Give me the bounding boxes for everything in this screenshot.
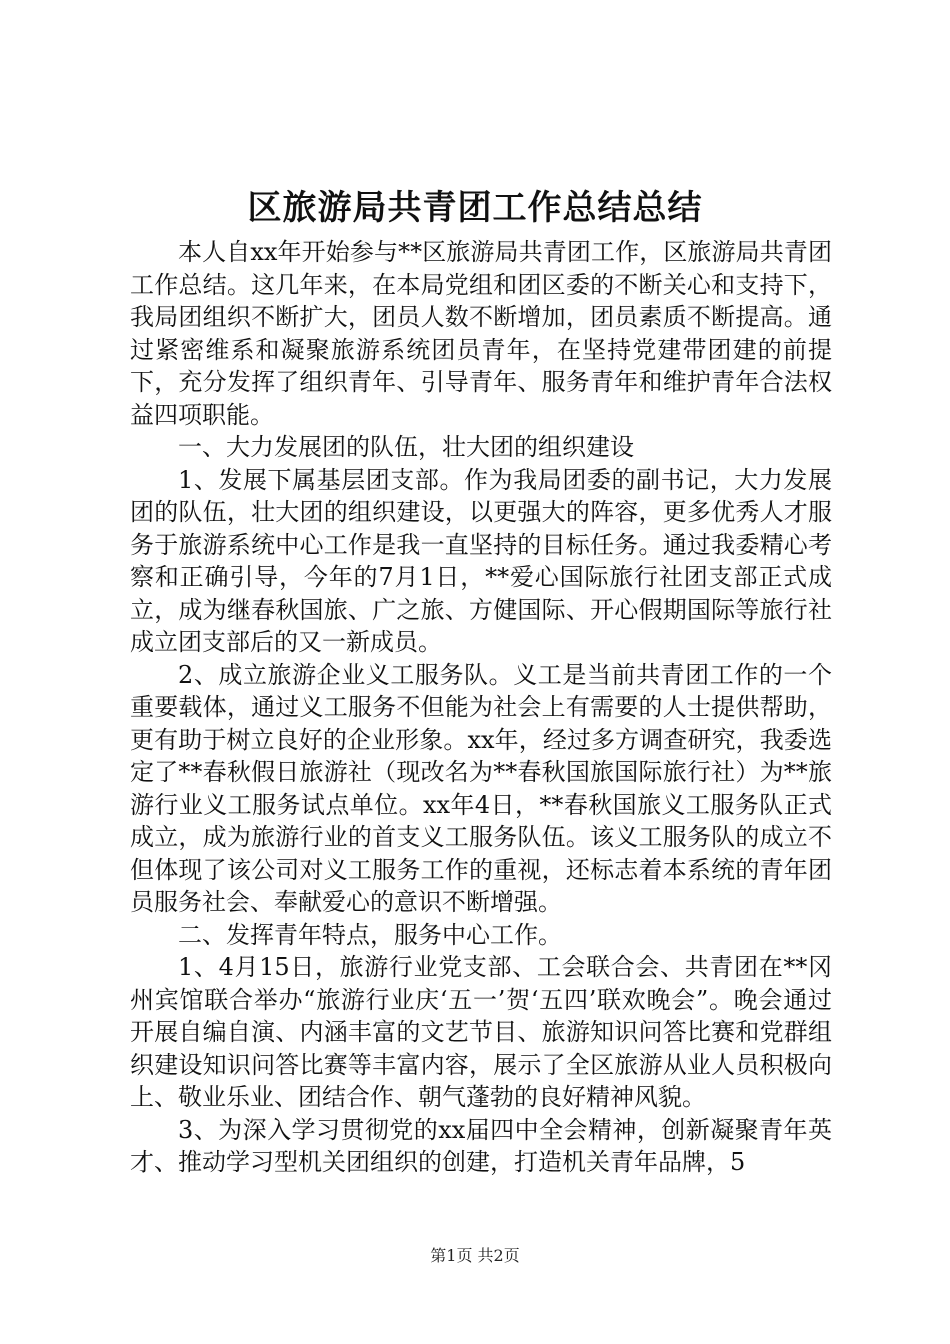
paragraph-1-1: 1、发展下属基层团支部。作为我局团委的副书记，大力发展团的队伍，壮大团的组织建设，以更强大的阵容，更多优秀人才服务于旅游系统中心工作是我一直坚持的目标任务。通过我委精心考察和正确引导，今年的7月1日，**爱心国际旅行社团支部正式成立，成为继春秋国旅、广之旅、方健国际、开心假期国际等旅行社成立团支部后的又一新成员。 [130,465,832,656]
paragraph-intro: 本人自xx年开始参与**区旅游局共青团工作，区旅游局共青团工作总结。这几年来，在本局党组和团区委的不断关心和支持下，我局团组织不断扩大，团员人数不断增加，团员素质不断提高。通过紧密维系和凝聚旅游系统团员青年，在坚持党建带团建的前提下，充分发挥了组织青年、引导青年、服务青年和维护青年合法权益四项职能。 [130,238,832,429]
document-body [130,236,832,1179]
paragraph-1-2: 2、成立旅游企业义工服务队。义工是当前共青团工作的一个重要载体，通过义工服务不但能为社会上有需要的人士提供帮助，更有助于树立良好的企业形象。xx年，经过多方调查研究，我委选定了**春秋假日旅游社（现改名为**春秋国旅国际旅行社）为**旅游行业义工服务试点单位。xx年4日，**春秋国旅义工服务队正式成立，成为旅游行业的首支义工服务队伍。该义工服务队的成立不但体现了该公司对义工服务工作的重视，还标志着本系统的青年团员服务社会、奉献爱心的意识不断增强。 [130,660,832,916]
paragraph-2-3: 3、为深入学习贯彻党的xx届四中全会精神，创新凝聚青年英才、推动学习型机关团组织的创建，打造机关青年品牌，5 [130,1115,832,1176]
page-number-footer: 第1页 共2页 [430,1246,520,1265]
section-heading-1: 一、大力发展团的队伍，壮大团的组织建设 [178,433,634,461]
document-title: 区旅游局共青团工作总结总结 [247,188,703,228]
section-heading-2: 二、发挥青年特点，服务中心工作。 [178,920,562,949]
paragraph-2-1: 1、4月15日，旅游行业党支部、工会联合会、共青团在**冈州宾馆联合举办“旅游行业庆‘五一’贺‘五四’联欢晚会”。晚会通过开展自编自演、内涵丰富的文艺节目、旅游知识问答比赛和党群组织建设知识问答比赛等丰富内容，展示了全区旅游从业人员积极向上、敬业乐业、团结合作、朝气蓬勃的良好精神风貌。 [130,953,832,1111]
